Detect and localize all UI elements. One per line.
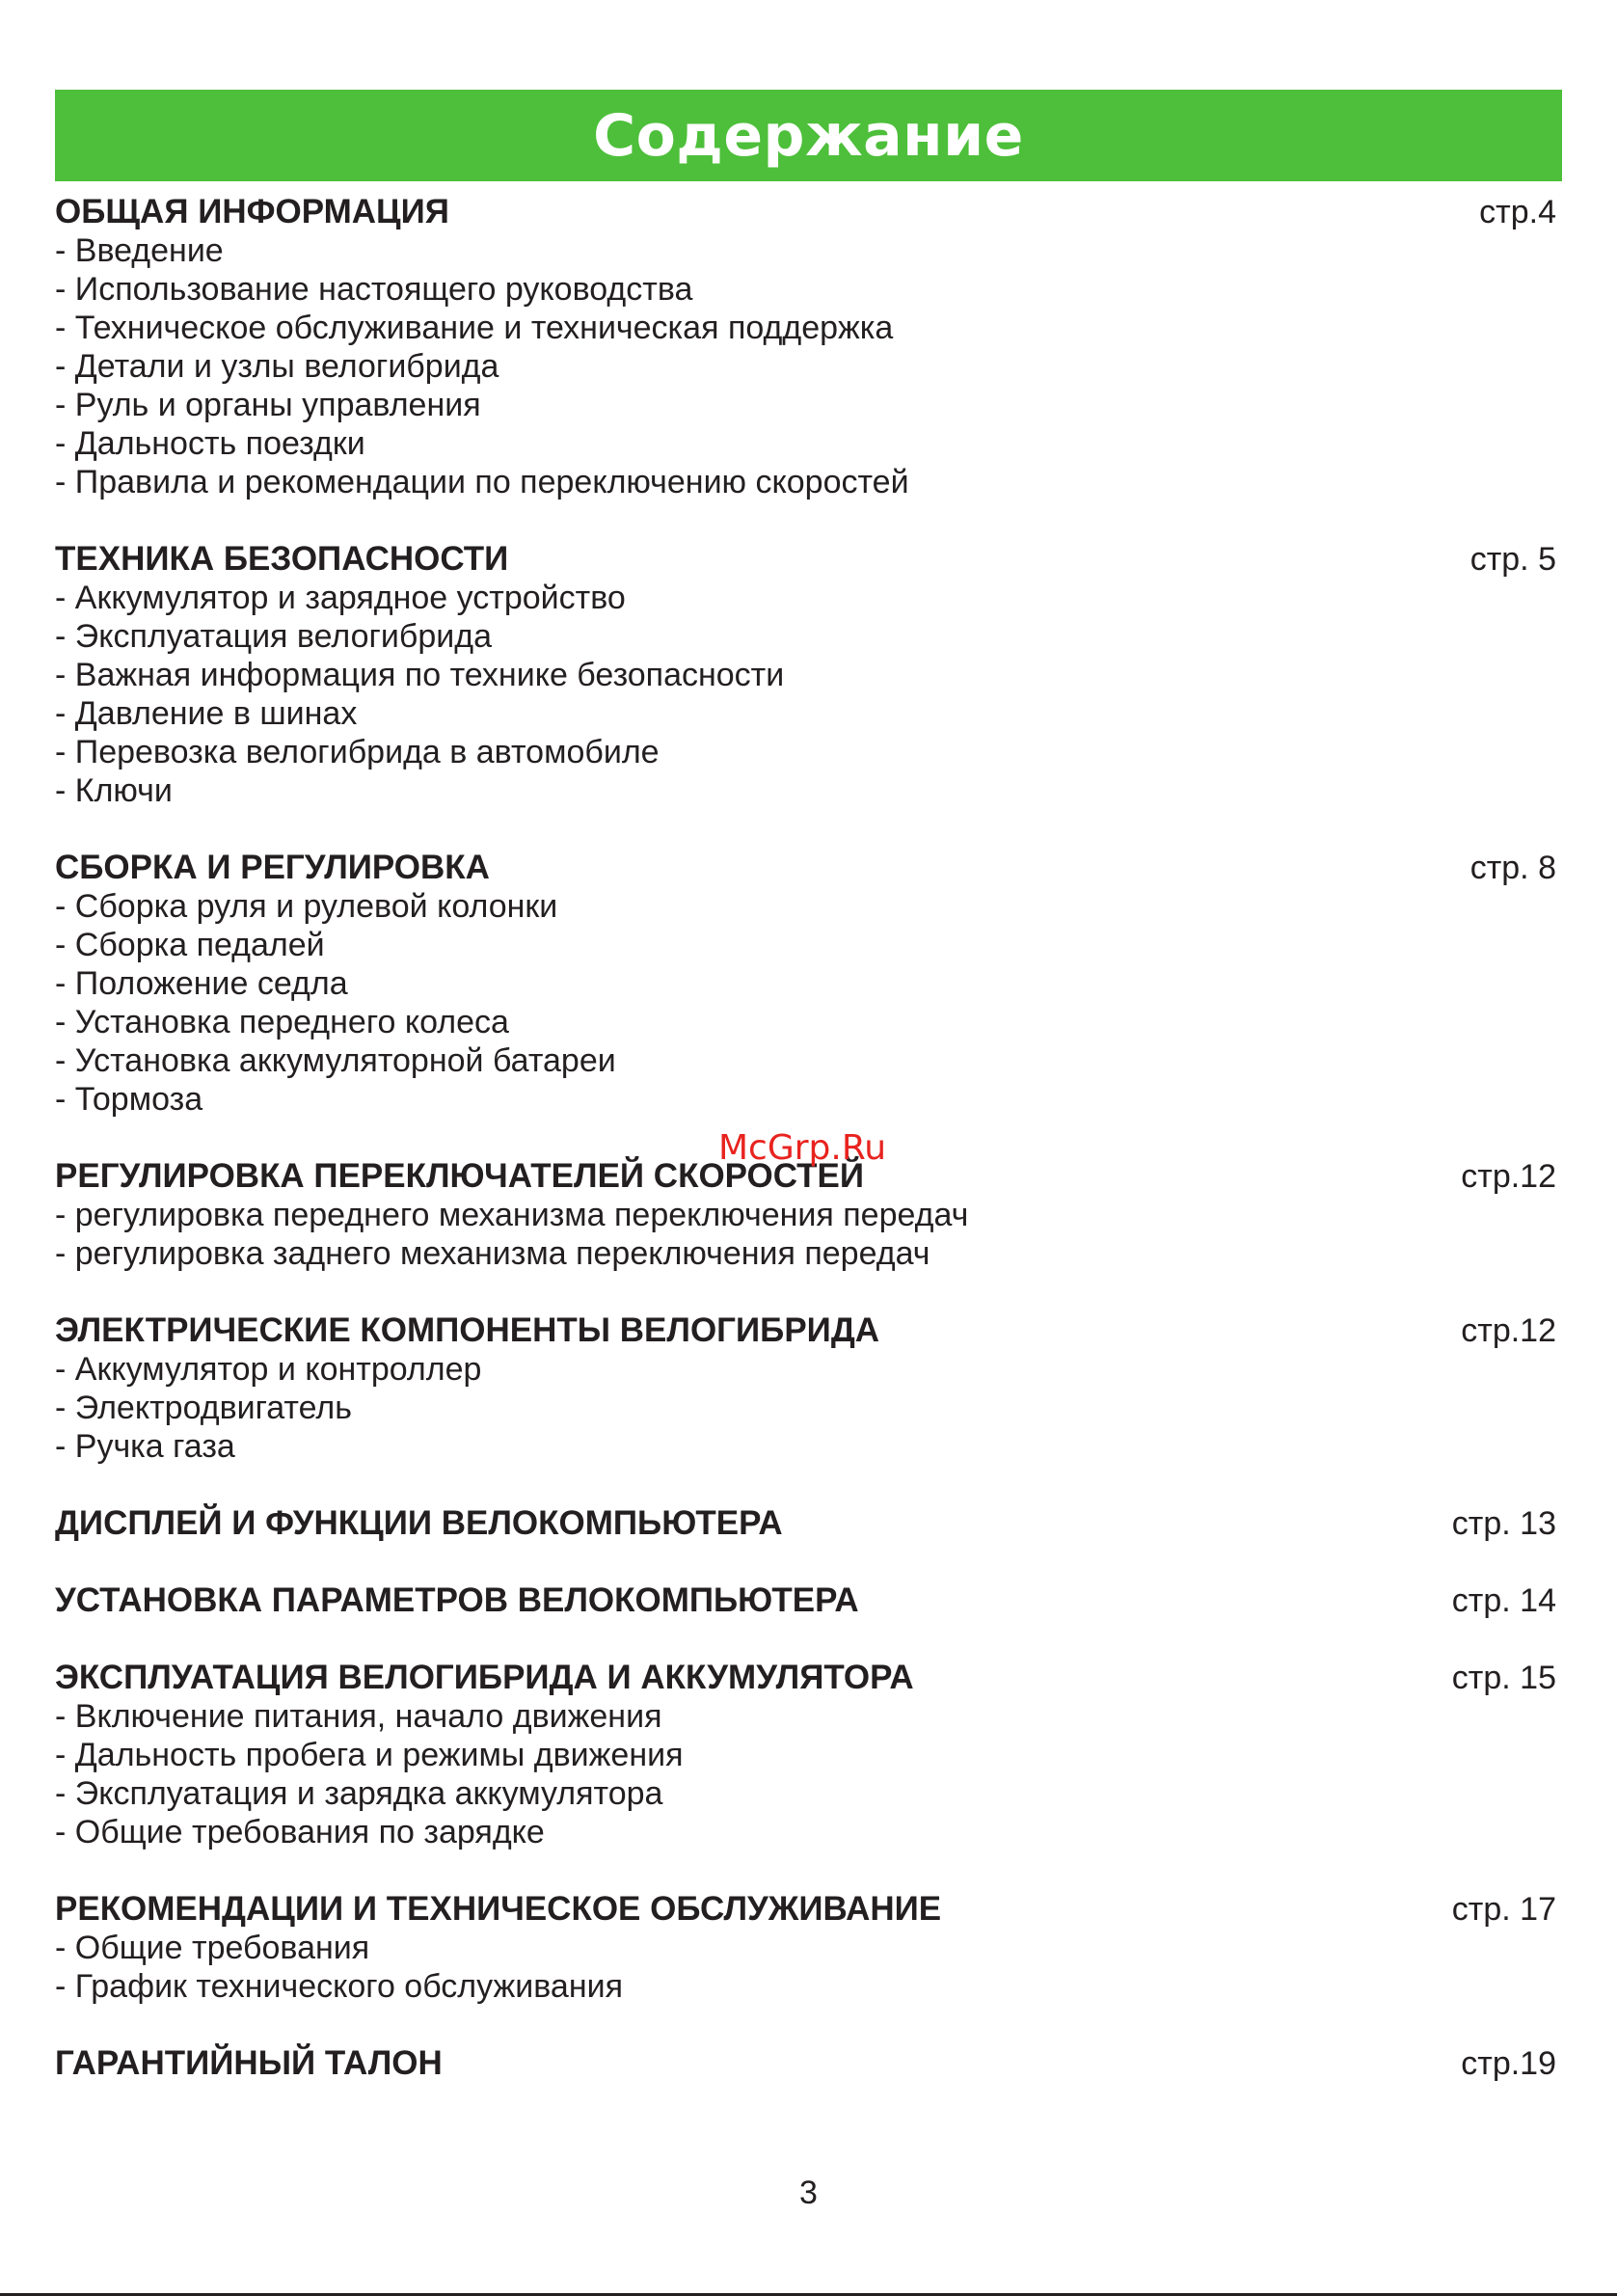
toc-item: - Положение седла xyxy=(55,965,348,1002)
section-title: УСТАНОВКА ПАРАМЕТРОВ ВЕЛОКОМПЬЮТЕРА xyxy=(55,1581,859,1619)
toc-item: - Аккумулятор и зарядное устройство xyxy=(55,580,626,616)
section-title: РЕГУЛИРОВКА ПЕРЕКЛЮЧАТЕЛЕЙ СКОРОСТЕЙ xyxy=(55,1157,865,1195)
toc-item: - регулировка заднего механизма переключения передач xyxy=(55,1235,930,1272)
toc-item: - Аккумулятор и контроллер xyxy=(55,1351,482,1388)
section-heading-row xyxy=(55,1581,1562,1620)
toc-item: - График технического обслуживания xyxy=(55,1968,624,2005)
section-page-ref: стр.19 xyxy=(1461,2045,1556,2082)
section-heading-row xyxy=(55,2044,1562,2083)
section-title: ДИСПЛЕЙ И ФУНКЦИИ ВЕЛОКОМПЬЮТЕРА xyxy=(55,1504,783,1542)
section-heading-row xyxy=(55,1311,1562,1350)
toc-item: - Включение питания, начало движения xyxy=(55,1698,662,1735)
section-page-ref: стр. 17 xyxy=(1451,1891,1556,1928)
toc-section xyxy=(55,1504,1562,1543)
toc-item: - Детали и узлы велогибрида xyxy=(55,348,499,385)
toc-section xyxy=(55,540,1562,810)
toc-item: - Установка аккумуляторной батареи xyxy=(55,1042,616,1079)
page-number: 3 xyxy=(799,2174,818,2211)
toc-section xyxy=(55,849,1562,1119)
toc-item: - Важная информация по технике безопасности xyxy=(55,657,785,693)
toc-section xyxy=(55,1581,1562,1620)
section-page-ref: стр. 5 xyxy=(1469,541,1556,578)
toc-item: - Общие требования по зарядке xyxy=(55,1814,545,1850)
toc-item: - Ручка газа xyxy=(55,1428,235,1465)
toc-section xyxy=(55,1890,1562,2006)
toc-item: - Установка переднего колеса xyxy=(55,1004,509,1040)
toc-section xyxy=(55,2044,1562,2083)
toc-section xyxy=(55,1311,1562,1466)
toc-item: - Дальность поездки xyxy=(55,425,365,462)
section-heading-row xyxy=(55,1659,1562,1697)
section-title: ГАРАНТИЙНЫЙ ТАЛОН xyxy=(55,2044,443,2082)
toc-item: - Эксплуатация велогибрида xyxy=(55,618,493,655)
toc-section xyxy=(55,1157,1562,1273)
toc-item: - Техническое обслуживание и техническая поддержка xyxy=(55,310,894,346)
section-page-ref: стр. 8 xyxy=(1469,850,1556,886)
section-title: ОБЩАЯ ИНФОРМАЦИЯ xyxy=(55,193,449,230)
toc-item: - Введение xyxy=(55,232,224,269)
section-heading-row xyxy=(55,540,1562,579)
toc-item: - Тормоза xyxy=(55,1081,203,1118)
toc-item: - Сборка педалей xyxy=(55,927,325,963)
toc-item: - Использование настоящего руководства xyxy=(55,271,693,308)
section-page-ref: стр. 15 xyxy=(1451,1660,1556,1696)
section-heading-row xyxy=(55,849,1562,887)
page-title: Содержание xyxy=(593,101,1024,170)
section-title: ТЕХНИКА БЕЗОПАСНОСТИ xyxy=(55,540,509,578)
section-heading-row xyxy=(55,1504,1562,1543)
toc-item: - регулировка переднего механизма переключения передач xyxy=(55,1197,969,1233)
watermark: McGrp.Ru xyxy=(718,1128,887,1168)
section-heading-row xyxy=(55,193,1562,231)
section-page-ref: стр.12 xyxy=(1461,1158,1556,1195)
section-title: ЭЛЕКТРИЧЕСКИЕ КОМПОНЕНТЫ ВЕЛОГИБРИДА xyxy=(55,1311,880,1349)
toc-section xyxy=(55,1659,1562,1851)
toc-item: - Общие требования xyxy=(55,1930,370,1966)
toc-item: - Правила и рекомендации по переключению скоростей xyxy=(55,464,909,500)
toc-item: - Перевозка велогибрида в автомобиле xyxy=(55,734,660,770)
toc-item: - Электродвигатель xyxy=(55,1390,352,1426)
toc-section xyxy=(55,193,1562,501)
toc-item: - Давление в шинах xyxy=(55,695,358,732)
section-page-ref: стр. 14 xyxy=(1451,1582,1556,1619)
title-bar xyxy=(55,90,1562,181)
toc-item: - Эксплуатация и зарядка аккумулятора xyxy=(55,1775,663,1812)
section-title: ЭКСПЛУАТАЦИЯ ВЕЛОГИБРИДА И АККУМУЛЯТОРА xyxy=(55,1659,914,1696)
section-page-ref: стр.12 xyxy=(1461,1312,1556,1349)
section-heading-row xyxy=(55,1890,1562,1929)
section-title: СБОРКА И РЕГУЛИРОВКА xyxy=(55,849,490,886)
section-title: РЕКОМЕНДАЦИИ И ТЕХНИЧЕСКОЕ ОБСЛУЖИВАНИЕ xyxy=(55,1890,942,1928)
section-page-ref: стр. 13 xyxy=(1451,1505,1556,1542)
section-page-ref: стр.4 xyxy=(1479,194,1556,230)
toc-item: - Ключи xyxy=(55,772,173,809)
toc-item: - Сборка руля и рулевой колонки xyxy=(55,888,558,925)
toc-item: - Руль и органы управления xyxy=(55,387,481,423)
toc-item: - Дальность пробега и режимы движения xyxy=(55,1737,684,1773)
